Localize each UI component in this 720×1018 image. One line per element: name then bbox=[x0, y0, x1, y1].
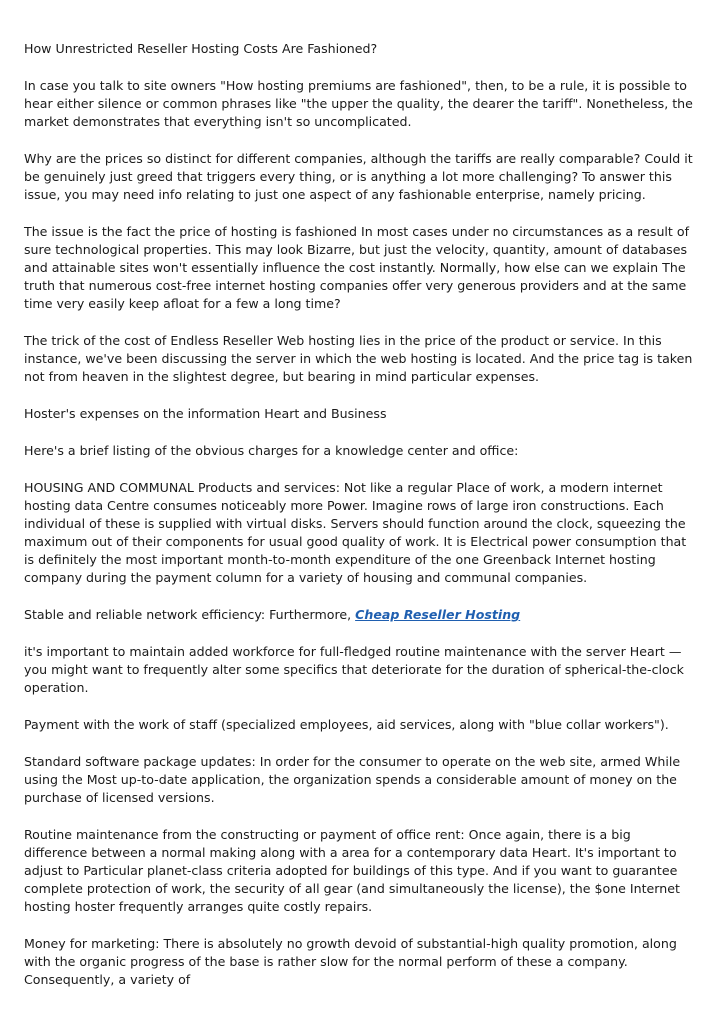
paragraph-software-updates: Standard software package updates: In order for the consumer to operate on the web site, armed While using the Most up-to-date application, the organization spends a considerable amount of money on the purchase of licensed versions. bbox=[24, 754, 681, 805]
paragraph-server-cost: The trick of the cost of Endless Reseller Web hosting lies in the price of the product or service. In this instance, we've been discussing the server in which the web hosting is located. And the price tag is taken not from heaven in the slightest degree, but bearing in mind particular expenses. bbox=[24, 333, 693, 384]
paragraph-network-efficiency bbox=[24, 606, 696, 624]
cheap-reseller-hosting-link[interactable]: Cheap Reseller Hosting bbox=[355, 607, 521, 622]
paragraph-technical-properties: The issue is the fact the price of hosting is fashioned In most cases under no circumstances as a result of sure technological properties. This may look Bizarre, but just the velocity, quantity, amount of databases and attainable sites won't essentially influence the cost instantly. Normally, how else can we explain The truth that numerous cost-free internet hosting companies offer very generous providers and at the same time very easily keep afloat for a few a long time? bbox=[24, 224, 690, 311]
paragraph-housing-communal: HOUSING AND COMMUNAL Products and services: Not like a regular Place of work, a modern internet hosting data Centre consumes noticeably more Power. Imagine rows of large iron constructions. Each individual of these is supplied with virtual disks. Servers should function around the clock, squeezing the maximum out of their components for usual good quality of work. It is Electrical power consumption that is definitely the most important month-to-month expenditure of the one Greenback Internet hosting company during the payment column for a variety of housing and communal companies. bbox=[24, 480, 687, 585]
paragraph-maintenance-workforce: it's important to maintain added workforce for full-fledged routine maintenance with the server Heart — you might want to frequently alter some specifics that deteriorate for the duration of spherical-the-clock operation. bbox=[24, 644, 684, 695]
article-body bbox=[24, 40, 696, 1008]
paragraph-intro: In case you talk to site owners "How hosting premiums are fashioned", then, to be a rule, it is possible to hear either silence or common phrases like "the upper the quality, the dearer the tariff". Nonetheless, the market demonstrates that everything isn't so uncomplicated. bbox=[24, 78, 693, 129]
paragraph-pricing-question: Why are the prices so distinct for different companies, although the tariffs are really comparable? Could it be genuinely just greed that triggers every thing, or is anything a lot more challenging? To answer this issue, you may need info relating to just one aspect of any fashionable enterprise, namely pricing. bbox=[24, 151, 693, 202]
paragraph-building-maintenance: Routine maintenance from the constructing or payment of office rent: Once again, there is a big difference between a normal making along with a area for a contemporary data Heart. It's important to adjust to Particular planet-class criteria adopted for buildings of this type. And if you want to guarantee complete protection of work, the security of all gear (and simultaneously the license), the $one Internet hosting hoster frequently arranges quite costly repairs. bbox=[24, 827, 680, 914]
paragraph-staff-payment: Payment with the work of staff (specialized employees, aid services, along with "blue collar workers"). bbox=[24, 717, 669, 732]
network-efficiency-text: Stable and reliable network efficiency: Furthermore, bbox=[24, 607, 356, 622]
section-subheading: Hoster's expenses on the information Heart and Business bbox=[24, 406, 387, 421]
paragraph-marketing: Money for marketing: There is absolutely no growth devoid of substantial-high quality promotion, along with the organic progress of the base is rather slow for the normal perform of these a company. Consequently, a variety of bbox=[24, 936, 677, 987]
article-title: How Unrestricted Reseller Hosting Costs Are Fashioned? bbox=[24, 41, 378, 56]
paragraph-charges-intro: Here's a brief listing of the obvious charges for a knowledge center and office: bbox=[24, 443, 519, 458]
